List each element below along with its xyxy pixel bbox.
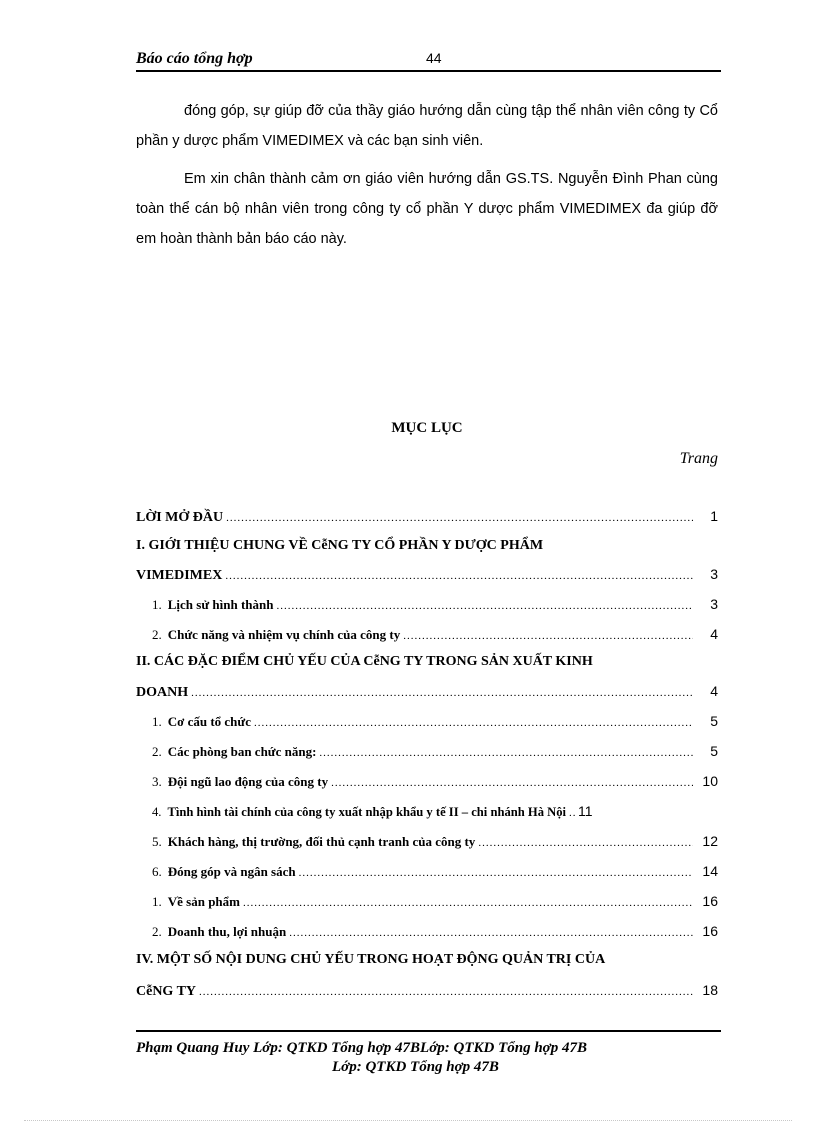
toc-leader-dots xyxy=(299,867,693,879)
toc-subentry[interactable] xyxy=(152,773,718,797)
toc-section-4-heading[interactable]: IV. MỘT SỐ NỘI DUNG CHỦ YẾU TRONG HOẠT ĐỘNG QUẢN TRỊ CỦA xyxy=(136,952,606,967)
toc-entry-number: 1. xyxy=(152,597,162,612)
page-header xyxy=(136,48,721,72)
toc-title: MỤC LỤC xyxy=(391,420,463,436)
toc-leader-dots xyxy=(331,777,693,789)
toc-subentry[interactable] xyxy=(152,863,718,887)
header-title: Báo cáo tổng hợp xyxy=(136,50,253,67)
toc-subentry[interactable] xyxy=(152,803,718,827)
toc-entry-label: DOANH xyxy=(136,685,189,700)
toc-subentry[interactable] xyxy=(152,893,718,917)
toc-entry-number: 3. xyxy=(152,774,162,789)
toc-entry-loi-mo-dau[interactable] xyxy=(136,508,718,532)
toc-subentry[interactable] xyxy=(152,713,718,737)
toc-entry-label: Cơ cấu tổ chức xyxy=(167,714,251,729)
toc-entry-label: LỜI MỞ ĐẦU xyxy=(136,510,224,525)
footer-line-1: Phạm Quang Huy Lớp: QTKD Tổng hợp 47BLớp: QTKD Tổng hợp 47B xyxy=(136,1040,587,1056)
toc-leader-dots xyxy=(225,570,693,582)
toc-subentry[interactable] xyxy=(152,743,718,767)
toc-leader-dots xyxy=(569,807,575,819)
toc-leader-dots xyxy=(243,897,693,909)
toc-section-2[interactable] xyxy=(136,683,718,707)
toc-entry-page: 4 xyxy=(710,683,718,699)
toc-entry-page: 3 xyxy=(710,596,718,612)
toc-entry-label: Các phòng ban chức năng: xyxy=(167,744,317,759)
toc-entry-page: 12 xyxy=(702,833,718,849)
toc-entry-number: 1. xyxy=(152,894,162,909)
toc-subentry[interactable] xyxy=(152,626,718,650)
toc-entry-page: 1 xyxy=(710,508,718,524)
toc-entry-number: 4. xyxy=(152,805,162,819)
toc-entry-label: Đội ngũ lao động của công ty xyxy=(167,774,329,789)
toc-leader-dots xyxy=(478,837,693,849)
toc-leader-dots xyxy=(403,630,693,642)
toc-leader-dots xyxy=(191,687,693,699)
toc-leader-dots xyxy=(254,717,693,729)
toc-entry-number: 2. xyxy=(152,744,162,759)
toc-entry-label: Khách hàng, thị trường, đối thủ cạnh tranh của công ty xyxy=(167,834,476,849)
page-footer xyxy=(136,1030,721,1076)
toc-entry-label: Về sản phẩm xyxy=(167,894,240,909)
toc-section-2-heading[interactable]: II. CÁC ĐẶC ĐIỂM CHỦ YẾU CỦA CễNG TY TRONG SẢN XUẤT KINH xyxy=(136,654,593,669)
footer-line-2: Lớp: QTKD Tổng hợp 47B xyxy=(332,1059,499,1075)
toc-entry-page: 14 xyxy=(702,863,718,879)
toc-section-1-heading[interactable]: I. GIỚI THIỆU CHUNG VỀ CễNG TY CỔ PHẦN Y DƯỢC PHẨM xyxy=(136,538,544,553)
toc-leader-dots xyxy=(226,512,693,524)
toc-page-label: Trang xyxy=(679,450,718,467)
toc-subentry[interactable] xyxy=(152,923,718,947)
toc-section-4[interactable] xyxy=(136,982,718,1006)
toc-entry-label: CễNG TY xyxy=(136,984,197,999)
toc-entry-label: VIMEDIMEX xyxy=(136,568,223,583)
toc-subentry[interactable] xyxy=(152,596,718,620)
toc-leader-dots xyxy=(199,986,693,998)
toc-entry-page: 5 xyxy=(710,713,718,729)
toc-entry-page: 16 xyxy=(702,923,718,939)
page-edge-divider xyxy=(24,1120,792,1121)
toc-entry-label: Doanh thu, lợi nhuận xyxy=(167,924,287,939)
toc-leader-dots xyxy=(319,747,693,759)
toc-entry-page: 11 xyxy=(578,803,593,819)
toc-entry-number: 6. xyxy=(152,864,162,879)
toc-entry-number: 5. xyxy=(152,834,162,849)
toc-entry-page: 4 xyxy=(710,626,718,642)
toc-entry-label: Đóng góp và ngân sách xyxy=(167,864,296,879)
toc-entry-page: 16 xyxy=(702,893,718,909)
toc-section-1[interactable] xyxy=(136,566,718,590)
toc-entry-page: 18 xyxy=(702,982,718,998)
toc-entry-number: 1. xyxy=(152,714,162,729)
toc-entry-page: 3 xyxy=(710,566,718,582)
toc-leader-dots xyxy=(276,600,693,612)
body-paragraph-1: đóng góp, sự giúp đỡ của thầy giáo hướng dẫn cùng tập thể nhân viên công ty Cổ phần y dược phẩm VIMEDIMEX và các bạn sinh viên. xyxy=(136,103,718,149)
body-paragraph-2: Em xin chân thành cảm ơn giáo viên hướng dẫn GS.TS. Nguyễn Đình Phan cùng toàn thể cán bộ nhân viên trong công ty cổ phần Y dược phẩm VIMEDIMEX đa giúp đỡ em hoàn thành bản báo cáo này. xyxy=(136,171,718,247)
toc-entry-label: Chức năng và nhiệm vụ chính của công ty xyxy=(167,627,401,642)
page-number: 44 xyxy=(426,50,442,66)
toc-leader-dots xyxy=(289,927,693,939)
toc-entry-number: 2. xyxy=(152,924,162,939)
toc-entry-page: 10 xyxy=(702,773,718,789)
toc-entry-label: Lịch sử hình thành xyxy=(167,597,274,612)
toc-entry-page: 5 xyxy=(710,743,718,759)
toc-subentry[interactable] xyxy=(152,833,718,857)
toc-entry-label: Tình hình tài chính của công ty xuất nhập khẩu y tế II – chi nhánh Hà Nội xyxy=(167,805,567,819)
toc-entry-number: 2. xyxy=(152,627,162,642)
